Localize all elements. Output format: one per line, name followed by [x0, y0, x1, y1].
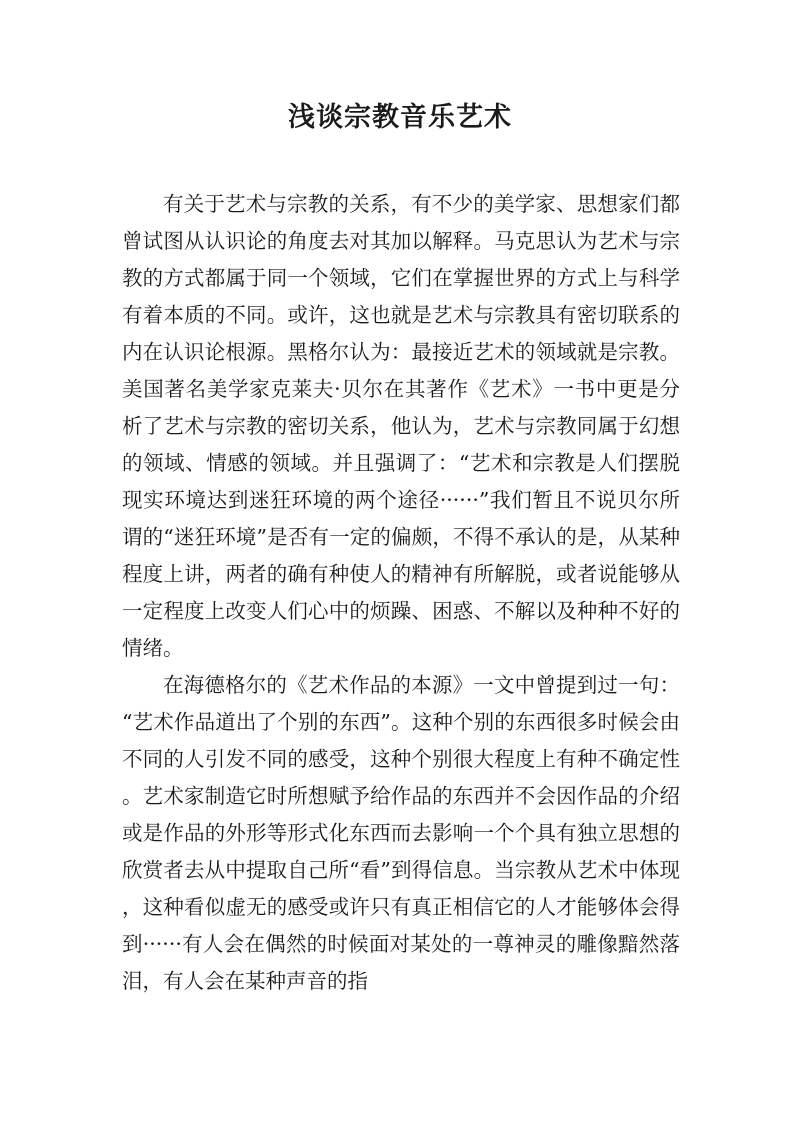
- paragraph-2: 在海德格尔的《艺术作品的本源》一文中曾提到过一句：“艺术作品道出了个别的东西”。这种个别的东西很多时候会由不同的人引发不同的感受，这种个别很大程度上有种不确定性。艺术家制造它时所想赋予给作品的东西并不会因作品的介绍或是作品的外形等形式化东西而去影响一个个具有独立思想的欣赏者去从中提取自己所“看”到得信息。当宗教从艺术中体现，这种看似虚无的感受或许只有真正相信它的人才能够体会得到······有人会在偶然的时候面对某处的一尊神灵的雕像黯然落泪，有人会在某种声音的指: [122, 673, 680, 993]
- document-title: 浅谈宗教音乐艺术: [288, 102, 512, 133]
- paragraph-1: 有关于艺术与宗教的关系，有不少的美学家、思想家们都曾试图从认识论的角度去对其加以解释。马克思认为艺术与宗教的方式都属于同一个领域，它们在掌握世界的方式上与科学有着本质的不同。或许，这也就是艺术与宗教具有密切联系的内在认识论根源。黑格尔认为：最接近艺术的领域就是宗教。美国著名美学家克莱夫·贝尔在其著作《艺术》一书中更是分析了艺术与宗教的密切关系，他认为，艺术与宗教同属于幻想的领域、情感的领域。并且强调了：“艺术和宗教是人们摆脱现实环境达到迷狂环境的两个途径······”我们暂且不说贝尔所谓的“迷狂环境”是否有一定的偏颇，不得不承认的是，从某种程度上讲，两者的确有种使人的精神有所解脱，或者说能够从一定程度上改变人们心中的烦躁、困惑、不解以及种种不好的情绪。: [122, 192, 680, 660]
- document-body: [122, 186, 680, 1000]
